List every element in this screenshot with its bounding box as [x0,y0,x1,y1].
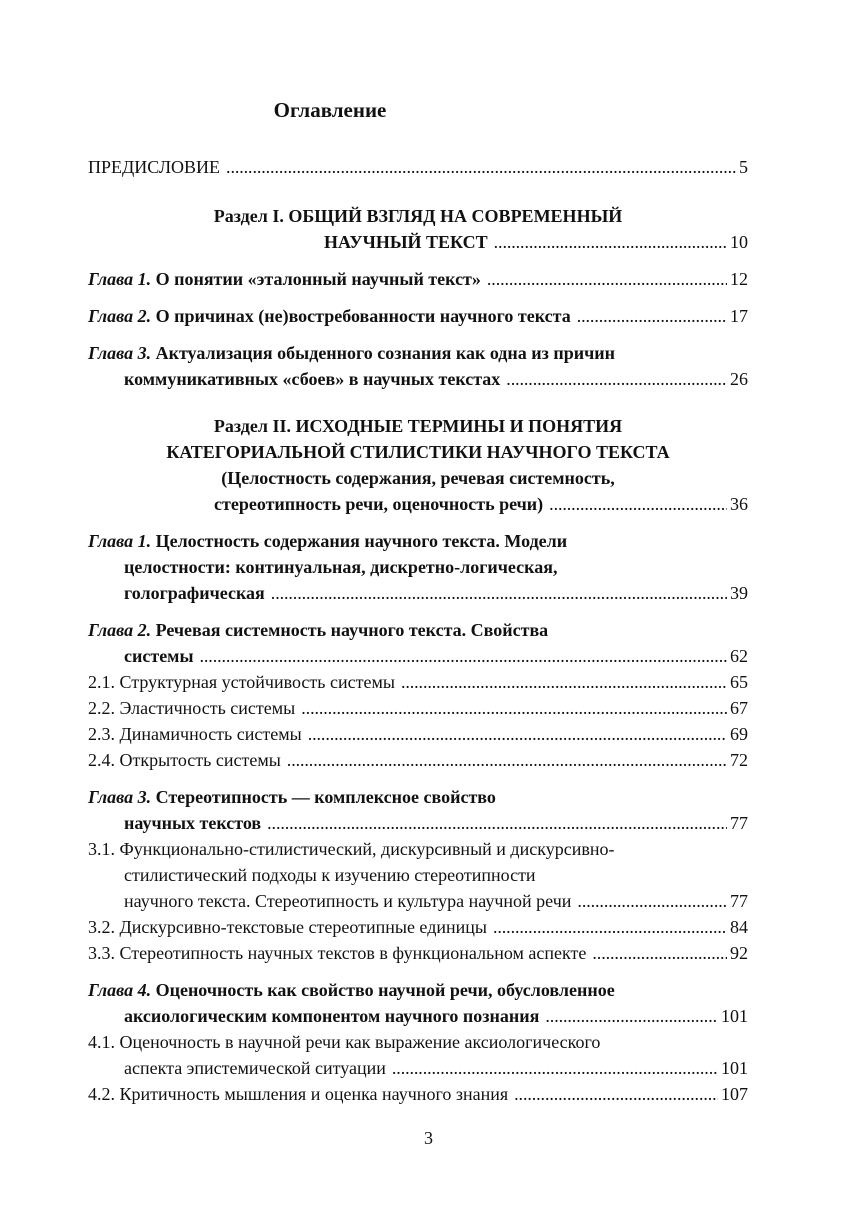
leader-dots [592,940,727,966]
toc-page: 69 [730,724,748,744]
toc-entry-chapter[interactable]: Глава 2. О причинах (не)востребованности научного текста . . . 17 [88,303,748,329]
toc-entry-section-1[interactable] [88,229,748,255]
toc-entry-chapter-cont[interactable]: голографическая . . . 39 [88,580,748,606]
toc-entry-chapter[interactable]: Глава 4. Оценочность как свойство научной речи, обусловленное [88,980,615,1000]
toc-entry-subsection-cont[interactable]: научного текста. Стереотипность и культура научной речи . . . 77 [88,888,748,914]
section-heading: КАТЕГОРИАЛЬНОЙ СТИЛИСТИКИ НАУЧНОГО ТЕКСТА [166,442,670,462]
toc-page: 84 [730,917,748,937]
toc-page: 10 [730,232,748,252]
leader-dots [493,914,727,940]
toc-page: 62 [730,646,748,666]
toc-entry-section-2[interactable]: стереотипность речи, оценочность речи) . . . 36 [88,491,748,517]
toc-page: 101 [721,1058,748,1078]
leader-dots [301,695,727,721]
toc-entry-chapter[interactable]: Глава 3. Актуализация обыденного сознания как одна из причин [88,343,616,363]
toc-entry-chapter-cont[interactable]: аксиологическим компонентом научного познания . . . 101 [88,1003,748,1029]
toc-entry-subsection[interactable]: 2.2. Эластичность системы . . . 67 [88,695,748,721]
toc-entry-chapter[interactable]: Глава 3. Стереотипность — комплексное свойство [88,787,496,807]
leader-dots [200,643,728,669]
section-heading: Раздел II. ИСХОДНЫЕ ТЕРМИНЫ И ПОНЯТИЯ [213,416,623,436]
toc-page: 107 [721,1084,748,1104]
toc-page: 101 [721,1006,748,1026]
toc-entry-preface[interactable] [88,154,748,180]
toc-label: НАУЧНЫЙ ТЕКСТ [324,232,488,252]
toc-page: 36 [730,494,748,514]
toc-page: 92 [730,943,748,963]
leader-dots [226,154,736,180]
toc-entry-subsection[interactable]: 4.2. Критичность мышления и оценка научного знания . . . 107 [88,1081,748,1107]
section-heading: Раздел I. ОБЩИЙ ВЗГЛЯД НА СОВРЕМЕННЫЙ [213,206,623,226]
leader-dots [545,1003,718,1029]
toc-entry-chapter[interactable]: Глава 2. Речевая системность научного текста. Свойства [88,620,549,640]
leader-dots [506,366,727,392]
toc-entry-subsection-cont[interactable]: аспекта эпистемической ситуации . . . 101 [88,1055,748,1081]
toc-entry-subsection[interactable]: 3.3. Стереотипность научных текстов в функциональном аспекте . . . 92 [88,940,748,966]
toc-entry-subsection[interactable]: 3.1. Функционально-стилистический, дискурсивный и дискурсивно- [88,839,615,859]
toc-entry-subsection[interactable]: 2.3. Динамичность системы . . . 69 [88,721,748,747]
leader-dots [267,810,727,836]
toc-entry-chapter[interactable]: Глава 1. Целостность содержания научного текста. Модели [88,531,568,551]
toc-entry-subsection[interactable]: 3.2. Дискурсивно-текстовые стереотипные единицы . . . 84 [88,914,748,940]
leader-dots [287,747,727,773]
leader-dots [514,1081,718,1107]
toc-page: 5 [739,157,748,177]
toc-page: 72 [730,750,748,770]
leader-dots [308,721,727,747]
toc-entry-chapter-cont[interactable]: системы . . . 62 [88,643,748,669]
toc-page: 39 [730,583,748,603]
leader-dots [392,1055,718,1081]
leader-dots [271,580,727,606]
toc-page: 65 [730,672,748,692]
toc-entry-chapter-cont[interactable]: коммуникативных «сбоев» в научных текстах . . . 26 [88,366,748,392]
toc-entry-subsection[interactable]: 4.1. Оценочность в научной речи как выражение аксиологического [88,1032,601,1052]
leader-dots [577,303,727,329]
section-heading: (Целостность содержания, речевая системность, [221,468,615,488]
toc-entry-chapter-cont[interactable]: научных текстов . . . 77 [88,810,748,836]
leader-dots [487,266,727,292]
toc-page: 77 [730,891,748,911]
toc-label: ПРЕДИСЛОВИЕ [88,157,221,177]
toc-page: 26 [730,369,748,389]
toc-page: 77 [730,813,748,833]
page-title: Оглавление [273,98,387,122]
toc-page: 67 [730,698,748,718]
toc-page: 17 [730,306,748,326]
toc-entry-subsection[interactable]: 2.1. Структурная устойчивость системы . . . 65 [88,669,748,695]
toc-entry-subsection[interactable]: 2.4. Открытость системы . . . 72 [88,747,748,773]
toc-entry-chapter[interactable]: Глава 1. О понятии «эталонный научный текст» . . . 12 [88,266,748,292]
leader-dots [401,669,727,695]
toc-page: 12 [730,269,748,289]
page-number: 3 [424,1128,433,1148]
leader-dots [494,229,727,255]
leader-dots [577,888,727,914]
leader-dots [549,491,727,517]
